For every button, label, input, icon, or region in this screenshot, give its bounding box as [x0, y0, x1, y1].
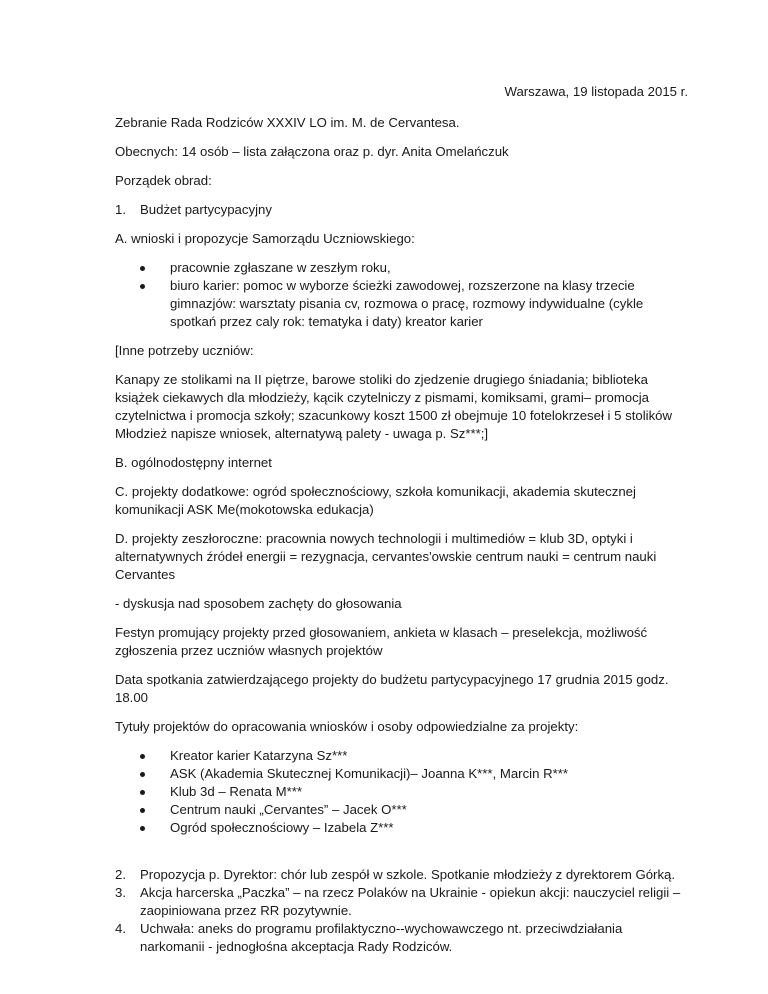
agenda-item — [115, 920, 688, 956]
bullet-dot-icon — [140, 808, 145, 813]
agenda-item-number: 1. — [115, 202, 126, 217]
project-item — [115, 765, 688, 783]
festival-paragraph: Festyn promujący projekty przed głosowaniem, ankieta w klasach – preselekcja, możliwość zgłoszenia przez uczniów własnych projektów — [115, 625, 648, 658]
document-title: Zebranie Rada Rodziców XXXIV LO im. M. de Cervantesa. — [115, 115, 460, 130]
bullet-dot-icon — [140, 754, 145, 759]
section-c: C. projekty dodatkowe: ogród społecznościowy, szkoła komunikacji, akademia skutecznej komunikacji ASK Me(mokotowska edukacja) — [115, 484, 636, 517]
agenda-item — [115, 884, 688, 920]
bullet-dot-icon — [140, 826, 145, 831]
project-item — [115, 783, 688, 801]
agenda-item — [115, 201, 688, 219]
project-item — [115, 819, 688, 837]
agenda-item-text: Propozycja p. Dyrektor: chór lub zespół w szkole. Spotkanie młodzieży z dyrektorem Górką. — [140, 867, 676, 882]
bullet-text: biuro karier: pomoc w wyborze ścieżki zawodowej, rozszerzone na klasy trzecie gimnazjów: warsztaty pisania cv, rozmowa o pracę, rozmowy indywidualne (cykle spotkań przez caly rok: tematyka i daty) kreator karier — [170, 278, 644, 329]
bullet-item — [115, 277, 688, 331]
bullet-dot-icon — [140, 772, 145, 777]
projects-heading: Tytuły projektów do opracowania wniosków i osoby odpowiedzialne za projekty: — [115, 719, 579, 734]
project-text: Centrum nauki „Cervantes” – Jacek O*** — [170, 802, 407, 817]
project-item — [115, 747, 688, 765]
agenda-item-text: Akcja harcerska „Paczka” – na rzecz Polaków na Ukrainie - opiekun akcji: nauczyciel religii – zaopiniowana przez RR pozytywnie. — [140, 885, 681, 918]
bullet-dot-icon — [140, 266, 145, 271]
bullet-dot-icon — [140, 790, 145, 795]
section-a-heading: A. wnioski i propozycje Samorządu Uczniowskiego: — [115, 231, 415, 246]
project-text: Kreator karier Katarzyna Sz*** — [170, 748, 348, 763]
bullet-text: pracownie zgłaszane w zeszłym roku, — [170, 260, 391, 275]
bullet-dot-icon — [140, 284, 145, 289]
date-line: Warszawa, 19 listopada 2015 r. — [504, 84, 688, 99]
agenda-item-number: 4. — [115, 921, 126, 936]
agenda-list-rest — [115, 866, 688, 956]
bullet-item — [115, 259, 688, 277]
spacer — [115, 848, 688, 866]
project-item — [115, 801, 688, 819]
agenda-item-text: Budżet partycypacyjny — [140, 202, 272, 217]
agenda-item-number: 2. — [115, 867, 126, 882]
needs-heading: [Inne potrzeby uczniów: — [115, 343, 254, 358]
agenda-item-text: Uchwała: aneks do programu profilaktyczno--wychowawczego nt. przeciwdziałania narkomanii - jednogłośna akceptacja Rady Rodziców. — [140, 921, 623, 954]
discussion-line: - dyskusja nad sposobem zachęty do głosowania — [115, 596, 402, 611]
projects-list — [115, 747, 688, 837]
section-b: B. ogólnodostępny internet — [115, 455, 272, 470]
project-text: Klub 3d – Renata M*** — [170, 784, 302, 799]
agenda-item — [115, 866, 688, 884]
project-text: ASK (Akademia Skutecznej Komunikacji)– Joanna K***, Marcin R*** — [170, 766, 569, 781]
agenda-list-first — [115, 201, 688, 219]
needs-paragraph: Kanapy ze stolikami na II piętrze, barowe stoliki do zjedzenie drugiego śniadania; biblioteka książek ciekawych dla młodzieży, kącik czytelniczy z pismami, komiksami, grami– promocja czytelnictwa i promocja szkoły; szacunkowy koszt 1500 zł obejmuje 10 fotelokrzeseł i 5 stolików Młodzież napisze wniosek, alternatywą palety - uwaga p. Sz***;] — [115, 372, 673, 441]
attendance-line: Obecnych: 14 osób – lista załączona oraz p. dyr. Anita Omelańczuk — [115, 144, 509, 159]
section-d: D. projekty zeszłoroczne: pracownia nowych technologii i multimediów = klub 3D, optyki i alternatywnych źródeł energii = rezygnacja, cervantes'owskie centrum nauki = centrum nauki Cervantes — [115, 531, 657, 582]
meeting-date-paragraph: Data spotkania zatwierdzającego projekty do budżetu partycypacyjnego 17 grudnia 2015 godz. 18.00 — [115, 672, 669, 705]
agenda-heading: Porządek obrad: — [115, 173, 212, 188]
section-a-bullets — [115, 259, 688, 331]
project-text: Ogród społecznościowy – Izabela Z*** — [170, 820, 394, 835]
agenda-item-number: 3. — [115, 885, 126, 900]
